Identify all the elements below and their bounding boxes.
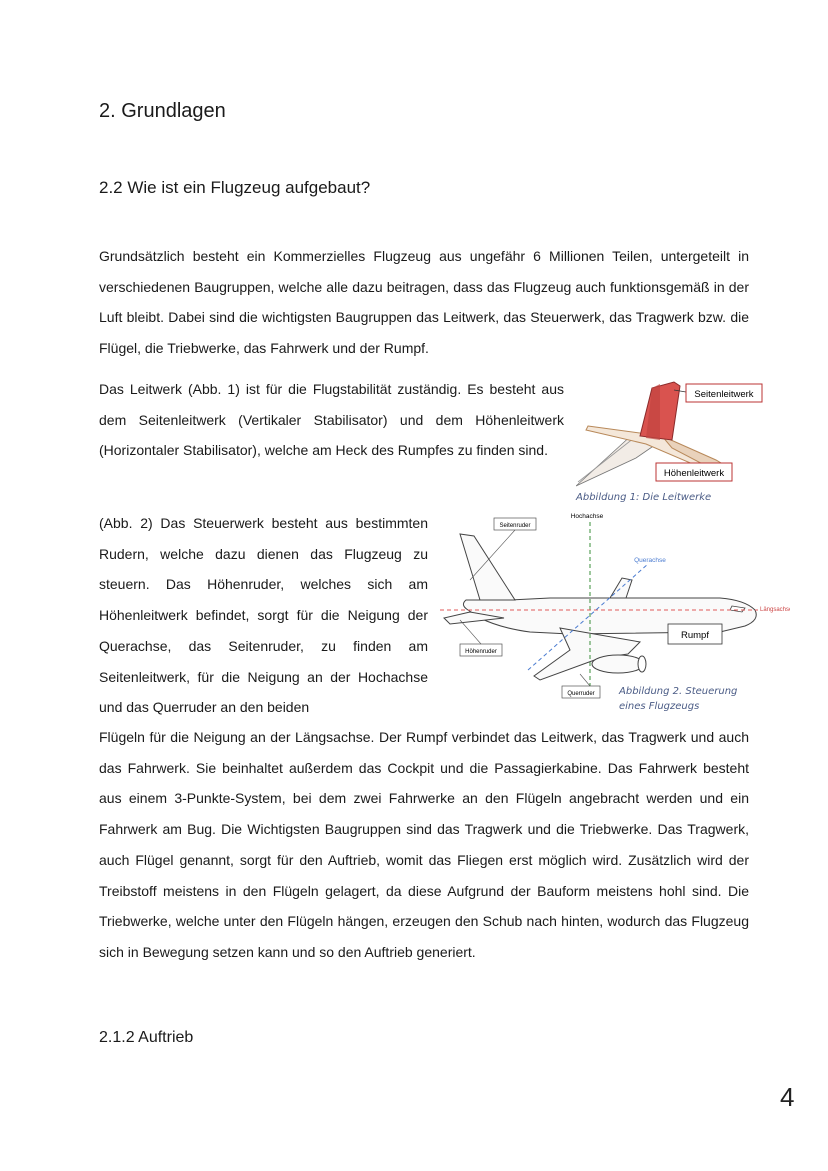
label-querruder: Querruder xyxy=(567,691,595,697)
label-laengsachse: Längsachse xyxy=(760,607,790,613)
figure2-caption-line2: eines Flugzeugs xyxy=(619,701,700,712)
label-seitenruder: Seitenruder xyxy=(499,523,531,529)
figure2-caption xyxy=(619,684,737,714)
figure2-caption-line1: Abbildung 2. Steuerung xyxy=(619,686,738,697)
paragraph-rumpf-tragwerk: Flügeln für die Neigung an der Längsachse. Der Rumpf verbindet das Leitwerk, das Tragwerk und auch das Fahrwerk. Sie beinhaltet außerdem das Cockpit und die Passagierkabine. Das Fahrwerk besteht aus einem 3-Punkte-System, bei dem zwei Fahrwerke an den Flügeln angebracht werden und ein Fahrwerk am Bug. Die Wichtigsten Baugruppen sind das Tragwerk und die Triebwerke. Das Tragwerk, auch Flügel genannt, sorgt für den Auftrieb, womit das Fliegen erst möglich wird. Zusätzlich wird der Treibstoff meistens in den Flügeln gelagert, da diese Aufgrund der Bauform meistens hohl sind. Die Triebwerke, welche unter den Flügeln hängen, erzeugen den Schub nach hinten, wodurch das Flugzeug sich in Bewegung setzen kann und so den Auftrieb generiert. xyxy=(99,729,749,960)
paragraph-leitwerk: Das Leitwerk (Abb. 1) ist für die Flugstabilität zuständig. Es besteht aus dem Seitenleitwerk (Vertikaler Stabilisator) und dem Höhenleitwerk (Horizontaler Stabilisator), welche am Heck des Rumpfes zu finden sind. xyxy=(99,381,564,459)
figure1-caption: Abbildung 1: Die Leitwerke xyxy=(576,492,712,503)
label-seitenleitwerk: Seitenleitwerk xyxy=(694,389,754,400)
airplane-illustration xyxy=(440,510,790,720)
label-hoehenruder: Höhenruder xyxy=(465,649,497,655)
label-rumpf: Rumpf xyxy=(681,630,709,641)
label-querachse: Querachse xyxy=(634,557,666,564)
paragraph-steuerwerk: (Abb. 2) Das Steuerwerk besteht aus bestimmten Rudern, welche dazu dienen das Flugzeug zu steuern. Das Höhenruder, welches sich am Höhenleitwerk befindet, sorgt für die Neigung der Querachse, das Seitenruder, zu finden am Seitenleitwerk, für die Neigung an der Hochachse und das Querruder an den beiden xyxy=(99,515,428,716)
label-hochachse: Hochachse xyxy=(570,513,604,520)
section-heading: 2.2 Wie ist ein Flugzeug aufgebaut? xyxy=(99,178,371,197)
page-number: 4 xyxy=(780,1082,795,1112)
label-hoehenleitwerk: Höhenleitwerk xyxy=(663,468,725,479)
figure-steuerung xyxy=(440,510,790,720)
chapter-heading: 2. Grundlagen xyxy=(99,100,226,122)
figure-leitwerke xyxy=(576,378,776,508)
paragraph-intro: Grundsätzlich besteht ein Kommerzielles Flugzeug aus ungefähr 6 Millionen Teilen, untergeteilt in verschiedenen Baugruppen, welche alle dazu beitragen, dass das Flugzeug auch funktionsgemäß in der Luft bleibt. Dabei sind die wichtigsten Baugruppen das Leitwerk, das Steuerwerk, das Tragwerk bzw. die Flügel, die Triebwerke, das Fahrwerk und der Rumpf. xyxy=(99,248,749,357)
tail-illustration xyxy=(576,378,776,490)
subsection-heading-auftrieb: 2.1.2 Auftrieb xyxy=(99,1029,194,1046)
